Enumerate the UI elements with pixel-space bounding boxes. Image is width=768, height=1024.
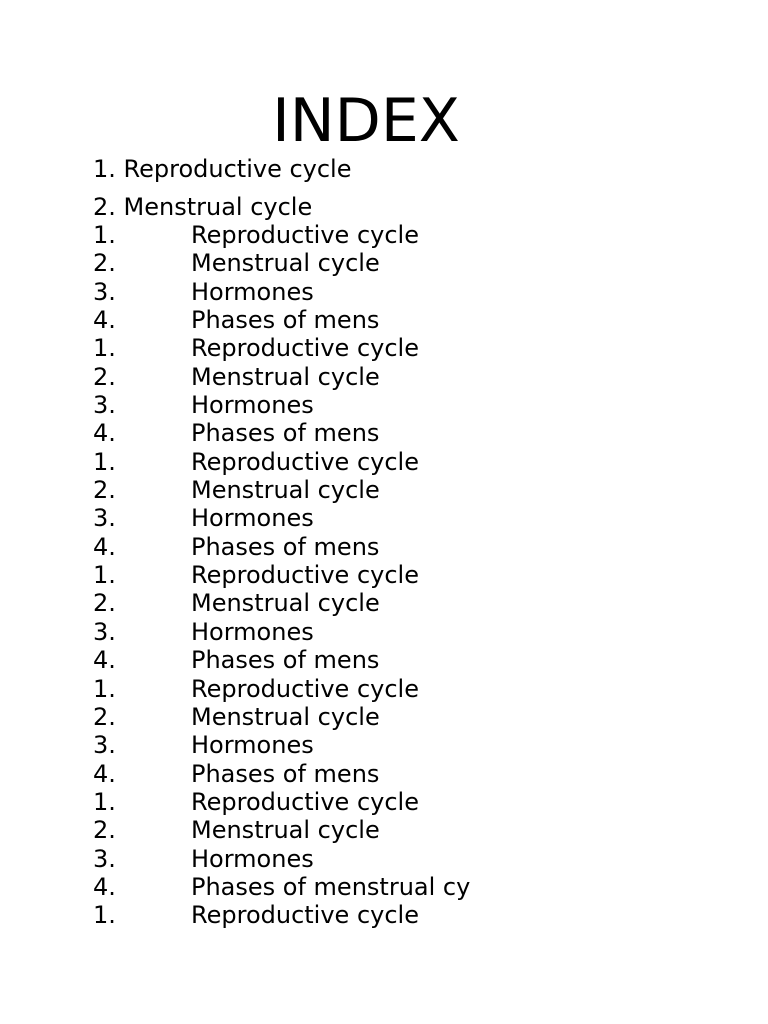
list-item bbox=[93, 221, 470, 249]
list-item-number: 2. bbox=[93, 362, 116, 391]
list-item bbox=[93, 788, 470, 816]
list-item-label: Reproductive cycle bbox=[191, 221, 419, 249]
list-item bbox=[93, 760, 470, 788]
list-item bbox=[93, 278, 470, 306]
list-item-label: Hormones bbox=[191, 844, 314, 873]
list-item bbox=[93, 703, 470, 731]
list-item bbox=[93, 448, 470, 476]
list-item-label: Menstrual cycle bbox=[191, 476, 380, 505]
list-item-label: Phases of menstrual cy bbox=[191, 872, 471, 901]
index-list bbox=[93, 221, 470, 930]
list-item bbox=[93, 504, 470, 532]
list-item bbox=[93, 391, 470, 419]
list-item-label: Hormones bbox=[191, 277, 314, 306]
list-item-number: 3. bbox=[93, 731, 116, 760]
list-item bbox=[93, 419, 470, 447]
list-item-number: 3. bbox=[93, 391, 116, 420]
list-item bbox=[93, 561, 470, 589]
list-item-label: Reproductive cycle bbox=[191, 334, 419, 363]
list-item-label: Phases of mens bbox=[191, 419, 380, 448]
list-item-number: 3. bbox=[93, 617, 116, 646]
list-item-number: 3. bbox=[93, 277, 116, 306]
list-item-number: 1. bbox=[93, 561, 116, 590]
list-item bbox=[93, 901, 470, 929]
list-item bbox=[93, 731, 470, 759]
list-item-number: 4. bbox=[93, 306, 116, 335]
list-item bbox=[93, 249, 470, 277]
list-item-number: 1. bbox=[93, 221, 116, 249]
list-item-label: Reproductive cycle bbox=[191, 561, 419, 590]
list-item-number: 2. bbox=[93, 589, 116, 618]
list-item: 1. Reproductive cycle bbox=[93, 155, 352, 183]
list-item bbox=[93, 646, 470, 674]
list-item-label: Hormones bbox=[191, 617, 314, 646]
list-item-label: Hormones bbox=[191, 391, 314, 420]
list-item bbox=[93, 618, 470, 646]
list-item bbox=[93, 476, 470, 504]
list-item bbox=[93, 306, 470, 334]
list-item bbox=[93, 675, 470, 703]
list-item-number: 2. bbox=[93, 249, 116, 278]
list-item-label: Menstrual cycle bbox=[191, 362, 380, 391]
list-item-label: Phases of mens bbox=[191, 306, 380, 335]
list-item-number: 1. bbox=[93, 901, 116, 930]
list-item-number: 4. bbox=[93, 759, 116, 788]
list-item-label: Phases of mens bbox=[191, 759, 380, 788]
list-item-number: 4. bbox=[93, 532, 116, 561]
list-item-number: 2. bbox=[93, 816, 116, 845]
list-item-number: 4. bbox=[93, 872, 116, 901]
list-item-label: Reproductive cycle bbox=[191, 447, 419, 476]
list-item-label: Reproductive cycle bbox=[191, 901, 419, 930]
list-item bbox=[93, 334, 470, 362]
list-item-label: Hormones bbox=[191, 504, 314, 533]
list-item-number: 4. bbox=[93, 419, 116, 448]
list-item-number: 1. bbox=[93, 674, 116, 703]
list-item-number: 2. bbox=[93, 702, 116, 731]
list-item-number: 1. bbox=[93, 787, 116, 816]
list-item bbox=[93, 816, 470, 844]
list-item-label: Phases of mens bbox=[191, 532, 380, 561]
list-item bbox=[93, 533, 470, 561]
list-item-label: Reproductive cycle bbox=[191, 674, 419, 703]
list-item-label: Menstrual cycle bbox=[191, 702, 380, 731]
list-item bbox=[93, 845, 470, 873]
list-item-number: 2. bbox=[93, 476, 116, 505]
list-item-number: 1. bbox=[93, 447, 116, 476]
list-item-number: 4. bbox=[93, 646, 116, 675]
list-item: 2. Menstrual cycle bbox=[93, 193, 313, 221]
list-item-label: Menstrual cycle bbox=[191, 816, 380, 845]
list-item-number: 3. bbox=[93, 504, 116, 533]
list-item bbox=[93, 363, 470, 391]
list-item-label: Phases of mens bbox=[191, 646, 380, 675]
list-item-label: Reproductive cycle bbox=[191, 787, 419, 816]
list-item-label: Menstrual cycle bbox=[191, 589, 380, 618]
list-item-number: 3. bbox=[93, 844, 116, 873]
list-item-label: Menstrual cycle bbox=[191, 249, 380, 278]
list-item bbox=[93, 589, 470, 617]
list-item bbox=[93, 873, 470, 901]
page-title: INDEX bbox=[272, 86, 460, 156]
list-item-label: Hormones bbox=[191, 731, 314, 760]
intro-list bbox=[93, 153, 352, 224]
list-item-number: 1. bbox=[93, 334, 116, 363]
